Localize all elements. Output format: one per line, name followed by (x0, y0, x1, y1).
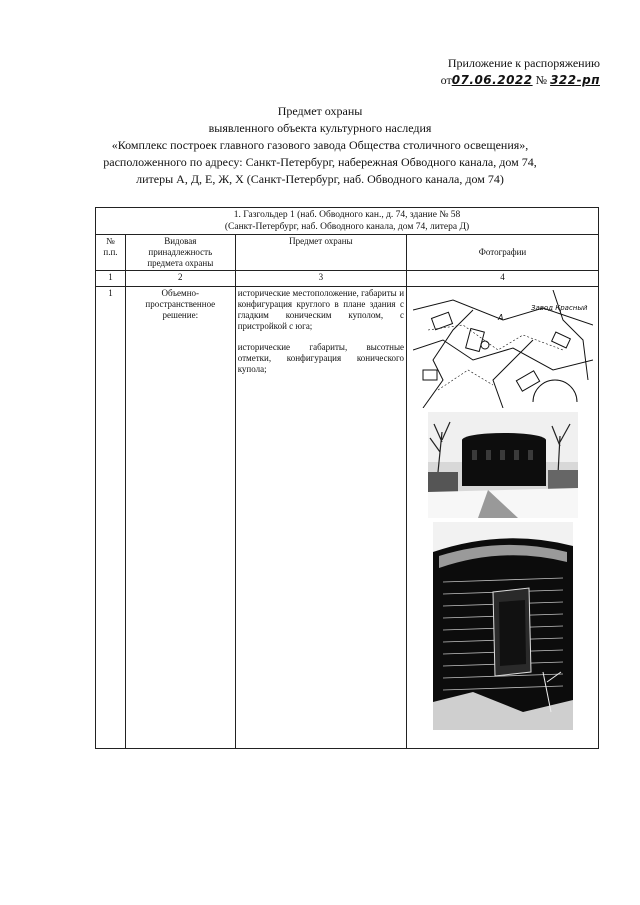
caption-line-2: (Санкт-Петербург, наб. Обводного канала, дом 74, литера Д) (224, 222, 470, 232)
row-type (125, 287, 235, 749)
appendix-line: Приложение к распоряжению (447, 56, 600, 70)
appendix-number-sign: № (535, 73, 548, 87)
caption-line-1: 1. Газгольдер 1 (наб. Обводного кан., д. 74, здание № 58 (233, 210, 461, 220)
title-line-2: выявленного объекта культурного наследия (208, 121, 432, 135)
gasholder-wall-closeup-photo (433, 522, 573, 730)
header-photos: Фотографии (407, 235, 599, 271)
appendix-number: 322-рп (550, 73, 600, 87)
gasholder-winter-photo (428, 412, 578, 518)
row-photos (407, 287, 599, 749)
appendix-date: 07.06.2022 (451, 73, 533, 87)
numbering-cell-4: 4 (407, 271, 599, 287)
header-type (125, 235, 235, 271)
protection-table (95, 207, 599, 749)
numbering-cell-1: 1 (96, 271, 126, 287)
row-number: 1 (96, 287, 126, 749)
subject-item-1: исторические местоположение, габариты и конфигурация круглого в плане здания с гладким коническим куполом, с пристройкой с юга; (237, 288, 405, 331)
map-label-zavod: Завод Красный (530, 304, 587, 312)
title-line-4: расположенного по адресу: Санкт-Петербург, набережная Обводного канала, дом 74, (103, 155, 537, 169)
appendix-header (441, 55, 600, 89)
header-number-sign: № (106, 236, 115, 246)
appendix-date-line (441, 72, 600, 89)
row-subject (235, 287, 406, 749)
numbering-cell-3: 3 (235, 271, 406, 287)
header-subject: Предмет охраны (235, 235, 406, 271)
title-line-5: литеры А, Д, Е, Ж, Х (Санкт-Петербург, наб. Обводного канала, дом 74) (136, 172, 504, 186)
row-type-line-3: решение: (162, 310, 199, 320)
subject-item-2: исторические габариты, высотные отметки, конфигурация конического купола; (237, 342, 405, 374)
header-type-line-1: Видовая (164, 236, 197, 246)
site-plan-map (413, 290, 593, 408)
numbering-cell-2: 2 (125, 271, 235, 287)
appendix-from: от (440, 73, 452, 87)
header-type-line-3: предмета охраны (147, 258, 214, 268)
table-caption (96, 208, 599, 235)
row-type-line-1: Объемно- (161, 288, 200, 298)
header-type-line-2: принадлежность (148, 247, 213, 257)
title-line-1: Предмет охраны (277, 104, 363, 118)
header-number-label: п.п. (103, 247, 118, 257)
title-line-3: «Комплекс построек главного газового завода Общества столичного освещения», (111, 138, 529, 152)
row-type-line-2: пространственное (145, 299, 216, 309)
header-number (96, 235, 126, 271)
document-title (60, 103, 580, 188)
map-label-a: А (497, 313, 503, 322)
